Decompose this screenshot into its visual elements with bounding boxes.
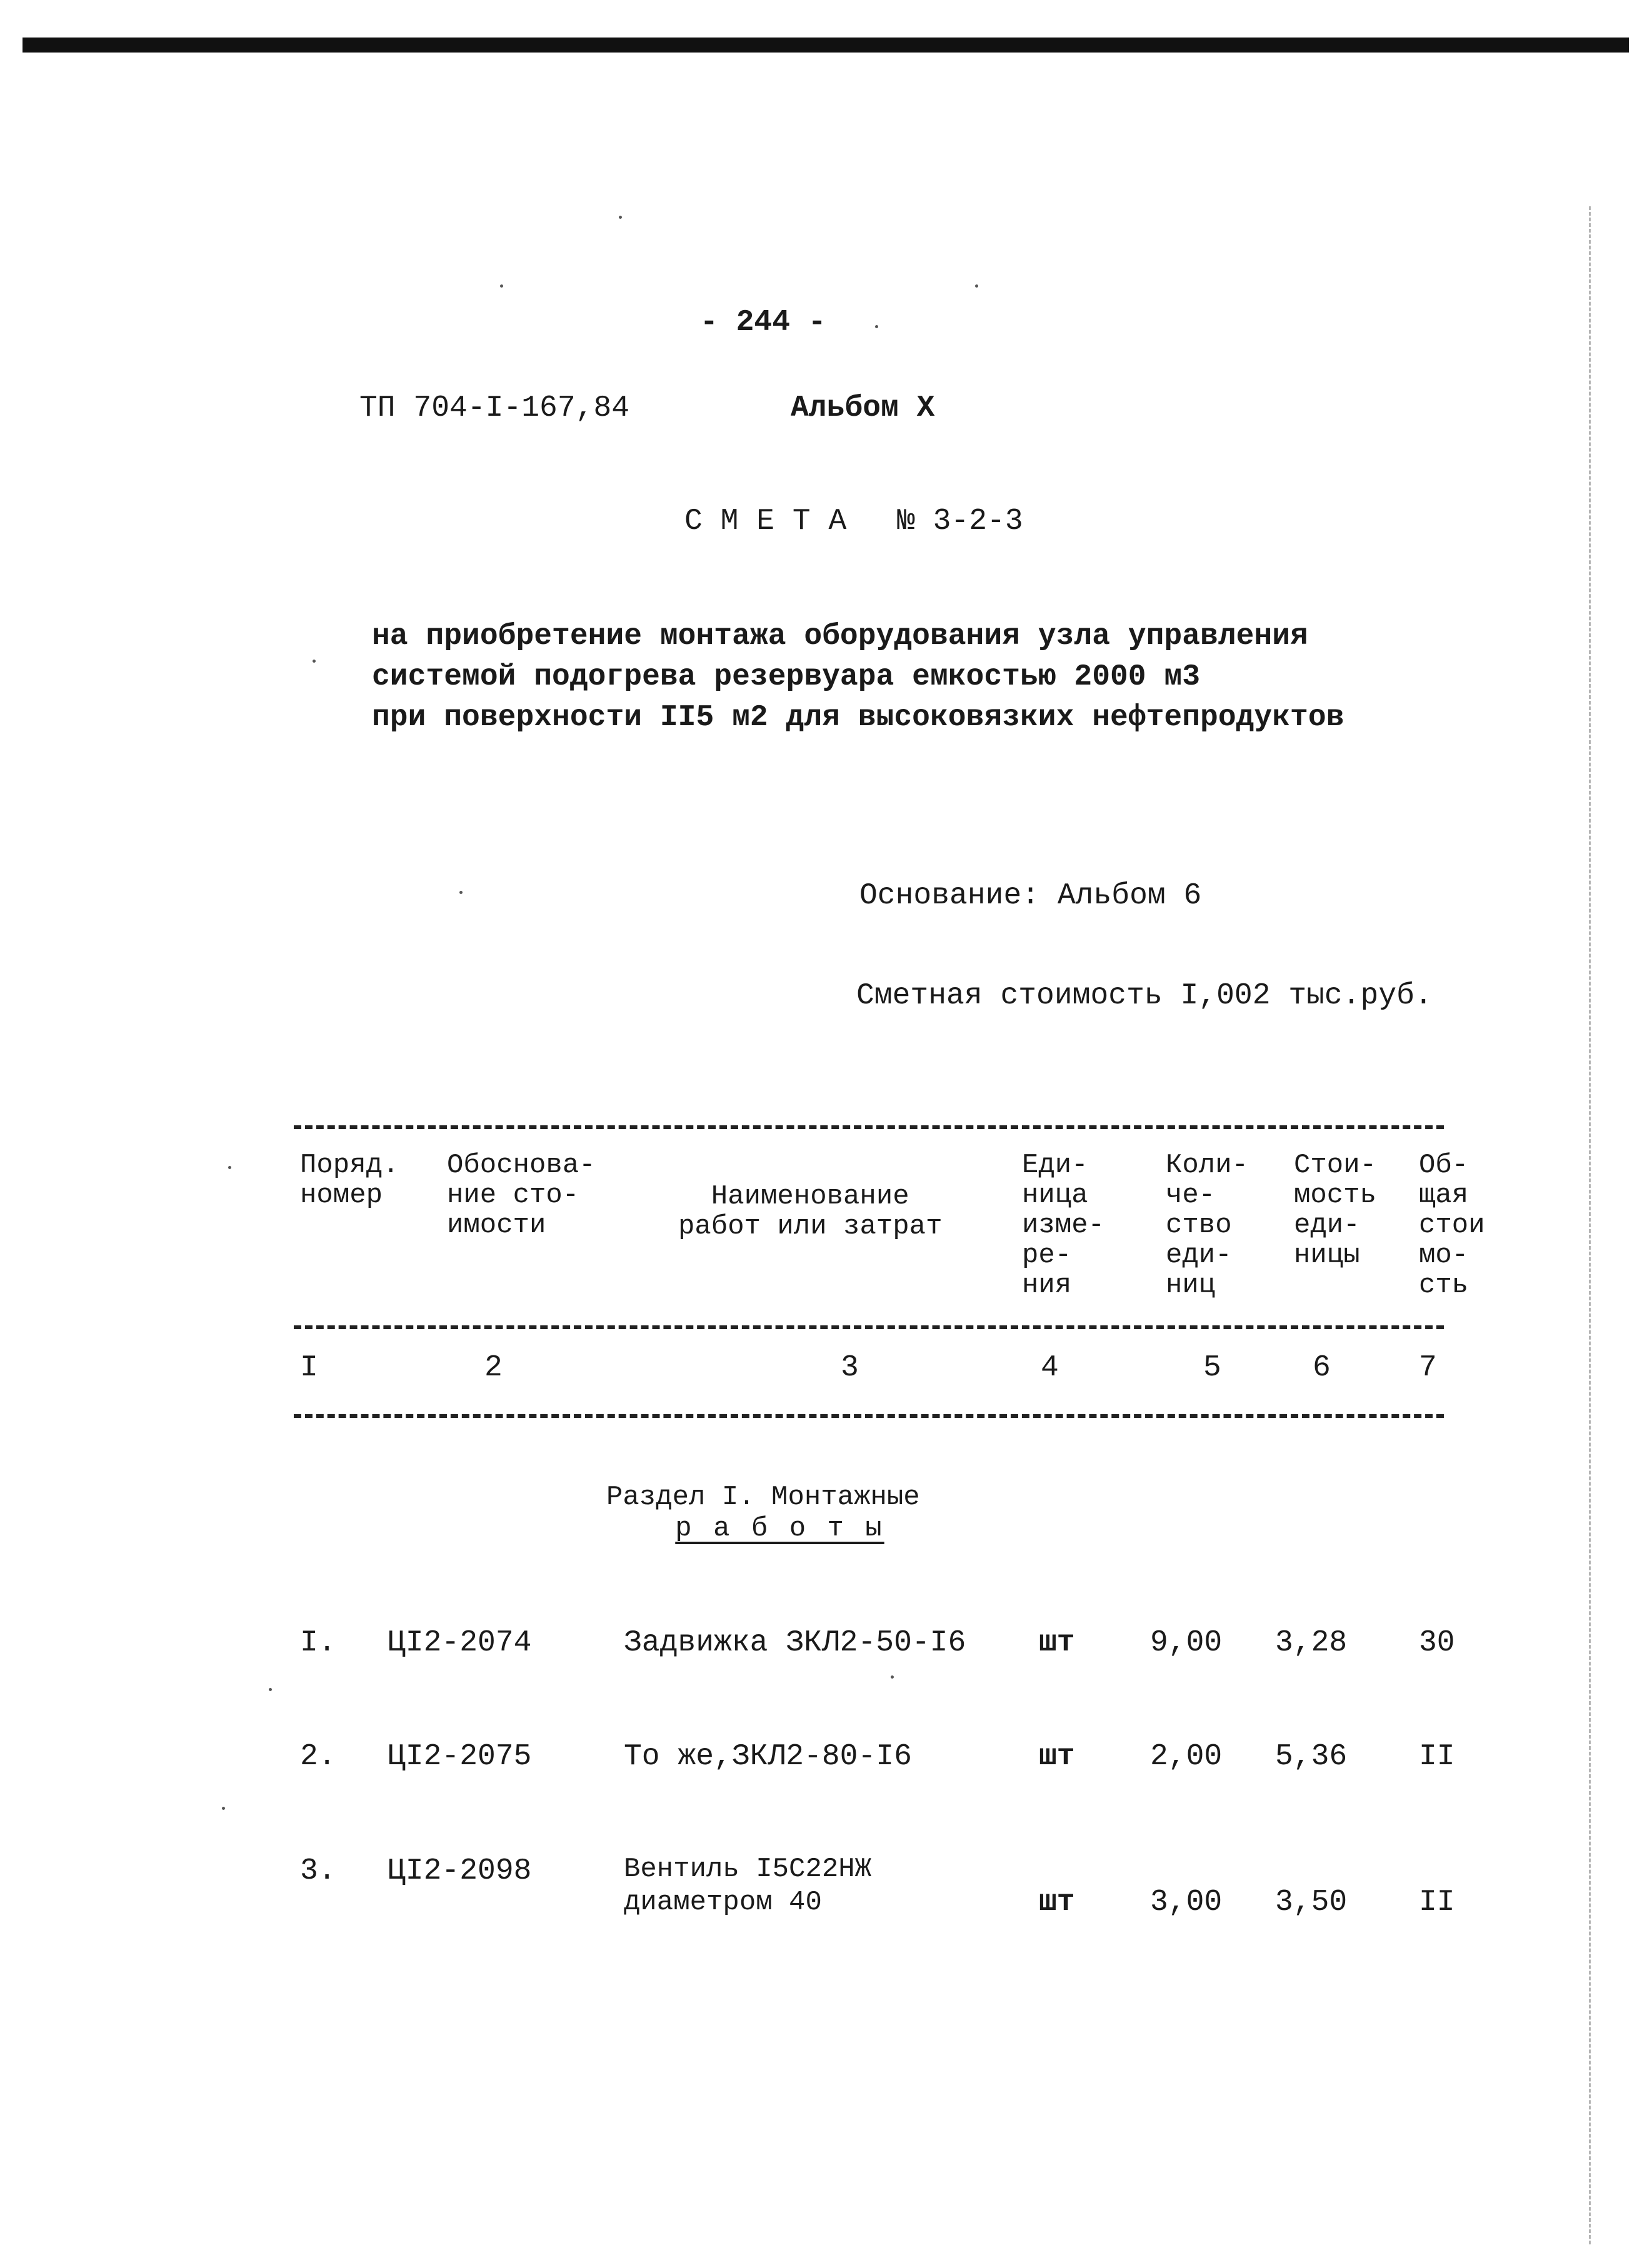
row-unit-cost: 5,36 xyxy=(1275,1740,1348,1774)
row-total-cost: II xyxy=(1419,1740,1455,1774)
row-unit: шт xyxy=(1039,1740,1075,1774)
row-basis-code: ЦI2-2075 xyxy=(388,1740,532,1774)
subtitle-line-1: на приобретение монтажа оборудования узла управления xyxy=(372,620,1308,653)
row-number: 3. xyxy=(300,1854,336,1888)
table-top-rule xyxy=(294,1125,1444,1129)
row-quantity: 9,00 xyxy=(1150,1626,1223,1660)
row-quantity: 3,00 xyxy=(1150,1886,1223,1919)
row-total-cost: 30 xyxy=(1419,1626,1455,1660)
column-number: 2 xyxy=(484,1351,503,1385)
document-code: ТП 704-I-167,84 xyxy=(359,391,630,425)
document-title: С М Е Т А xyxy=(684,505,847,538)
scan-speck xyxy=(891,1675,894,1679)
album-label: Альбом X xyxy=(791,391,935,425)
header-item-name: Наименование работ или затрат xyxy=(678,1181,943,1242)
column-number: 3 xyxy=(841,1351,859,1385)
header-total-cost: Об- щая стои мо- сть xyxy=(1419,1150,1485,1301)
row-item-name: То же,ЗКЛ2-80-I6 xyxy=(624,1740,912,1774)
scan-speck xyxy=(269,1688,272,1691)
column-number: I xyxy=(300,1351,318,1385)
scan-speck xyxy=(459,891,463,894)
section-title-continued: р а б о т ы xyxy=(675,1513,884,1544)
estimated-cost: Сметная стоимость I,002 тыс.руб. xyxy=(856,979,1433,1013)
row-unit: шт xyxy=(1039,1626,1075,1660)
row-number: I. xyxy=(300,1626,336,1660)
row-number: 2. xyxy=(300,1740,336,1774)
row-unit-cost: 3,50 xyxy=(1275,1886,1348,1919)
scan-speck xyxy=(500,284,503,288)
right-margin-line xyxy=(1589,206,1594,2244)
header-unit: Еди- ница изме- ре- ния xyxy=(1022,1150,1105,1301)
column-number: 5 xyxy=(1203,1351,1221,1385)
row-quantity: 2,00 xyxy=(1150,1740,1223,1774)
row-item-name-continued: диаметром 40 xyxy=(624,1887,822,1918)
estimate-number: № 3-2-3 xyxy=(897,505,1023,538)
scan-speck xyxy=(222,1807,225,1810)
scan-speck xyxy=(875,325,878,328)
row-basis-code: ЦI2-2098 xyxy=(388,1854,532,1888)
column-number: 4 xyxy=(1041,1351,1059,1385)
scan-speck xyxy=(228,1166,231,1169)
row-basis-code: ЦI2-2074 xyxy=(388,1626,532,1660)
header-quantity: Коли- че- ство еди- ниц xyxy=(1166,1150,1249,1301)
subtitle-line-3: при поверхности II5 м2 для высоковязких нефтепродуктов xyxy=(372,701,1344,735)
top-scan-border xyxy=(23,38,1629,53)
row-unit-cost: 3,28 xyxy=(1275,1626,1348,1660)
table-numbers-rule xyxy=(294,1414,1444,1418)
scan-speck xyxy=(975,284,978,288)
scan-speck xyxy=(313,660,316,663)
row-item-name: Вентиль I5С22НЖ xyxy=(624,1854,872,1885)
header-unit-cost: Стои- мость еди- ницы xyxy=(1294,1150,1377,1271)
row-unit: шт xyxy=(1039,1886,1075,1919)
header-order-number: Поряд. номер xyxy=(300,1150,399,1211)
row-total-cost: II xyxy=(1419,1886,1455,1919)
section-title: Раздел I. Монтажные xyxy=(606,1482,920,1513)
table-header-rule xyxy=(294,1325,1444,1329)
page-number: - 244 - xyxy=(700,306,826,339)
header-cost-basis: Обоснова- ние сто- имости xyxy=(447,1150,596,1241)
basis-line: Основание: Альбом 6 xyxy=(859,879,1202,913)
column-number: 7 xyxy=(1419,1351,1437,1385)
scan-speck xyxy=(619,216,622,219)
row-item-name: Задвижка ЗКЛ2-50-I6 xyxy=(624,1626,966,1660)
subtitle-line-2: системой подогрева резервуара емкостью 2000 м3 xyxy=(372,660,1201,694)
column-number: 6 xyxy=(1313,1351,1331,1385)
